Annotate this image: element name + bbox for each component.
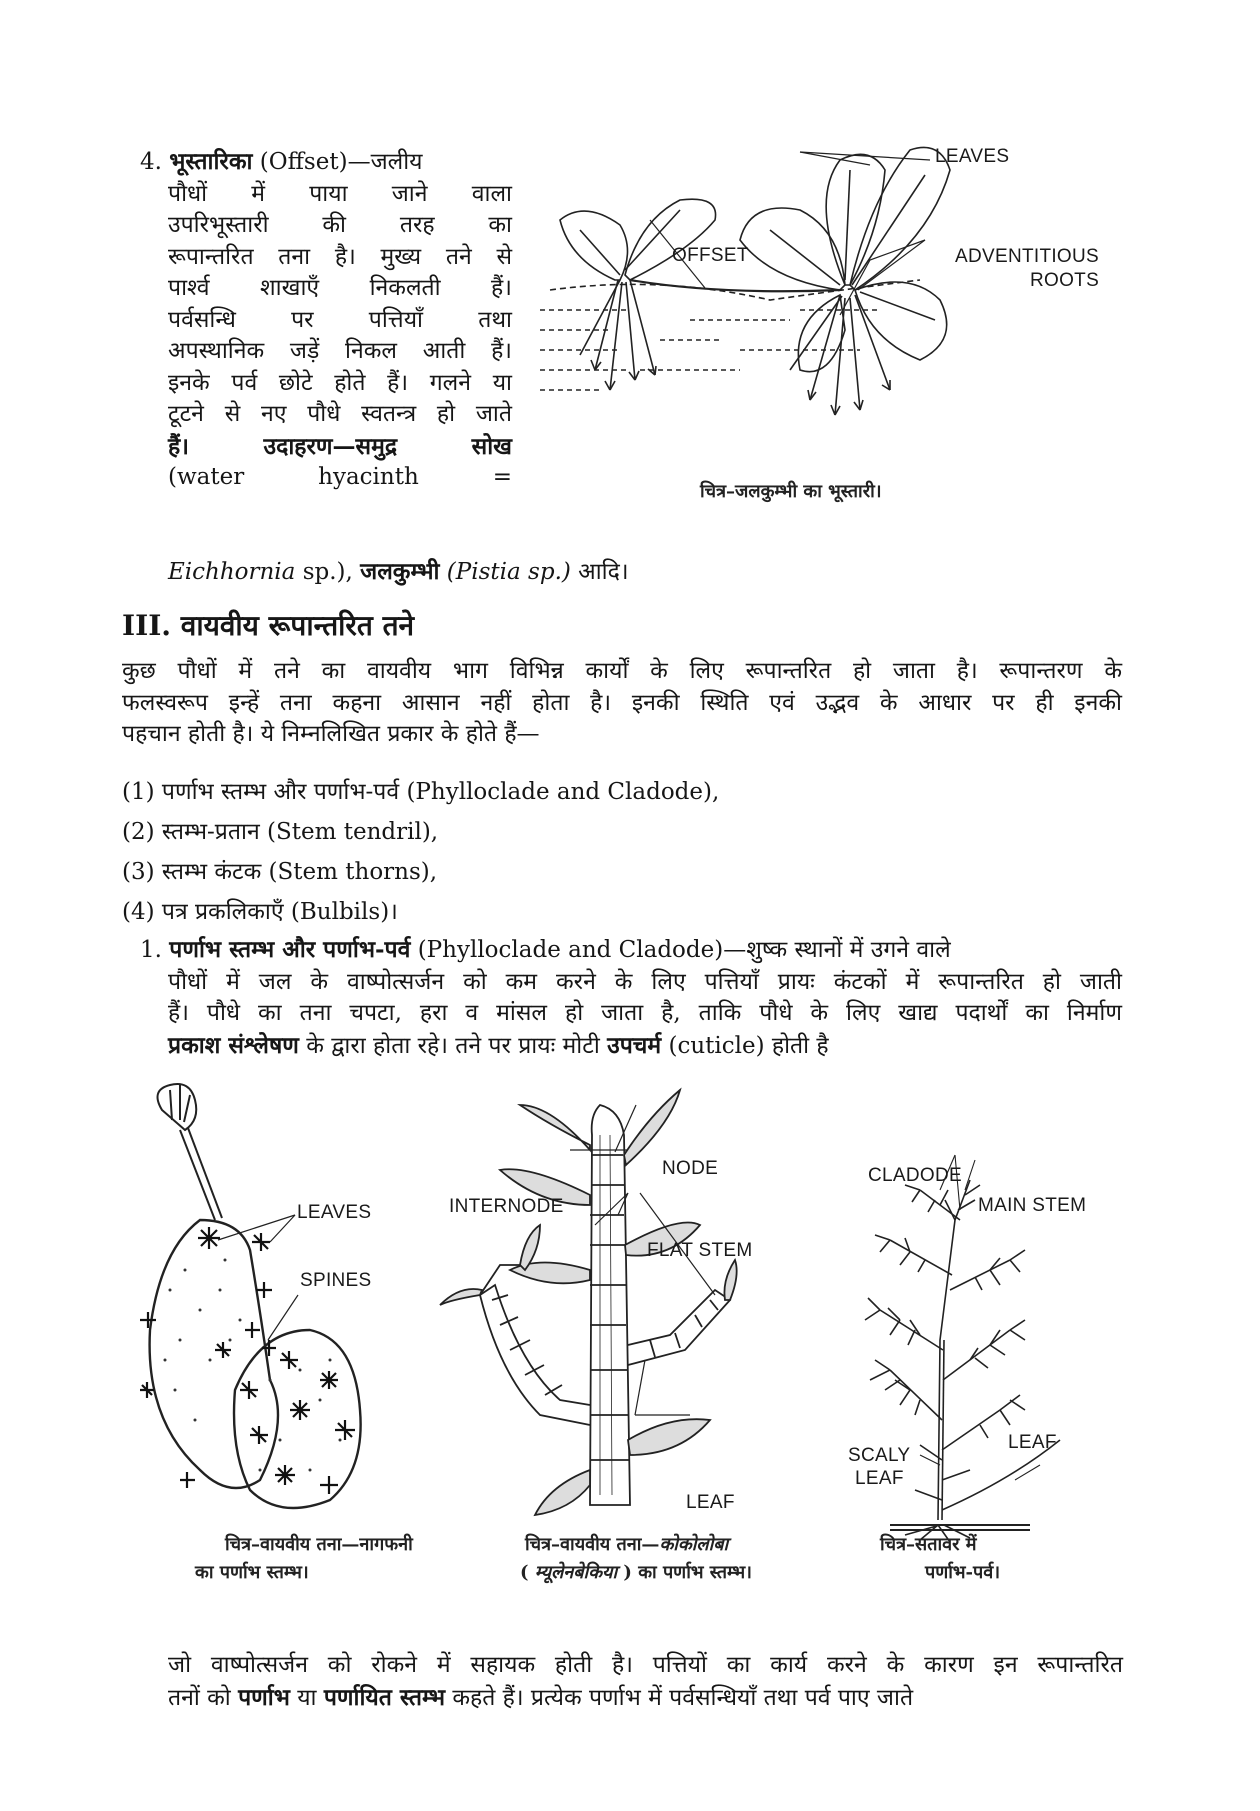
label-scaly-leaf: LEAF <box>855 1468 904 1489</box>
parnayit-stambh-term: पर्णायित स्तम्भ <box>323 1683 446 1711</box>
list-item: (4) पत्र प्रकलिकाएँ (Bulbils)। <box>122 899 398 925</box>
intro-line: कुछ पौधों में तने का वायवीय भाग विभिन्न कार्यों के लिए रूपान्तरित हो जाता है। रूपान्तरण के <box>122 658 1122 684</box>
list-item: (3) स्तम्भ कंटक (Stem thorns), <box>122 859 438 885</box>
label-adventitious: ADVENTITIOUS <box>955 246 1100 267</box>
label-spines: SPINES <box>300 1270 372 1291</box>
caption-muehlenbeckia-2 <box>520 1559 752 1587</box>
label-leaf-muehlenbeckia: LEAF <box>686 1492 735 1513</box>
offset-line: पार्श्व शाखाएँ निकलती हैं। <box>168 275 512 301</box>
parnabh-term: पर्णाभ <box>238 1683 290 1711</box>
text-fragment: sp.), <box>295 559 361 585</box>
text-fragment: (cuticle) होती है <box>661 1032 829 1059</box>
eichhornia-name: Eichhornia <box>168 559 296 585</box>
point-1-text: (Phylloclade and Cladode)—शुष्क स्थानों में उगने वाले <box>410 937 951 963</box>
point-1-first-line <box>140 934 1122 967</box>
list-item: (2) स्तम्भ-प्रतान (Stem tendril), <box>122 819 439 845</box>
offset-figure <box>540 140 1100 480</box>
photosynthesis-term: प्रकाश संश्लेषण <box>168 1031 299 1059</box>
caption-cactus-1: चित्र–वायवीय तना—नागफनी <box>225 1534 413 1555</box>
pistia-name: (Pistia sp.) <box>439 559 571 585</box>
label-scaly: SCALY <box>848 1445 911 1466</box>
offset-line: (water hyacinth = <box>168 464 512 490</box>
offset-term: भूस्तारिका <box>169 148 253 175</box>
label-node: NODE <box>662 1158 719 1179</box>
closing-line-2 <box>168 1682 1123 1715</box>
offset-line-text: —जलीय <box>347 149 423 175</box>
text-fragment: तनों को <box>168 1684 239 1711</box>
offset-paragraph <box>140 146 512 494</box>
label-cladode: CLADODE <box>868 1165 962 1186</box>
offset-term-en: (Offset) <box>259 149 348 175</box>
text-fragment: कहते हैं। प्रत्येक पर्णाभ में पर्वसन्धियाँ तथा पर्व पाए जाते <box>445 1684 914 1711</box>
jalkumbhi-term: जलकुम्भी <box>360 558 440 585</box>
offset-line: उपरिभूस्तारी की तरह का <box>168 212 512 238</box>
label-roots: ROOTS <box>1030 270 1100 291</box>
caption-cactus-2: का पर्णाभ स्तम्भ। <box>195 1562 309 1583</box>
point-1-line: पौधों में जल के वाष्पोत्सर्जन को कम करने के लिए पत्तियाँ प्रायः कंटकों में रूपान्तरित हो जाती <box>168 968 1122 995</box>
intro-line: फलस्वरूप इन्हें तना कहना आसान नहीं होता है। इनकी स्थिति एवं उद्भव के आधार पर ही इनकी <box>122 689 1122 716</box>
closing-line: जो वाष्पोत्सर्जन को रोकने में सहायक होती है। पत्तियों का कार्य करने के कारण इन रूपान्तरित <box>168 1652 1123 1678</box>
caption-fragment: ) का पर्णाभ स्तम्भ। <box>617 1562 752 1583</box>
caption-offset: चित्र–जलकुम्भी का भूस्तारी। <box>700 481 882 502</box>
cuticle-term: उपचर्म <box>607 1031 662 1059</box>
coccoloba-name: कोकोलोबा <box>659 1534 729 1555</box>
text-fragment: आदि। <box>570 559 629 585</box>
caption-asparagus-2: पर्णाभ-पर्व। <box>925 1562 1001 1583</box>
caption-fragment: चित्र–वायवीय तना— <box>525 1534 660 1555</box>
section-heading: III. वायवीय रूपान्तरित तने <box>122 609 415 642</box>
label-internode: INTERNODE <box>449 1196 564 1217</box>
offset-line-example: हैं। उदाहरण—समुद्र सोख <box>168 432 512 460</box>
offset-line: रूपान्तरित तना है। मुख्य तने से <box>168 243 512 270</box>
offset-line: पौधों में पाया जाने वाला <box>168 180 512 207</box>
offset-number: 4. <box>140 149 162 175</box>
offset-line: टूटने से नए पौधे स्वतन्त्र हो जाते <box>168 401 512 427</box>
intro-paragraph <box>122 656 1122 751</box>
caption-fragment: ( <box>520 1562 535 1583</box>
text-fragment: या <box>289 1684 324 1711</box>
point-1-paragraph <box>140 934 1122 1062</box>
offset-line: इनके पर्व छोटे होते हैं। गलने या <box>168 369 512 396</box>
point-1-last-line <box>168 1030 1122 1063</box>
cactus-figure <box>140 1090 380 1510</box>
point-1-line: हैं। पौधे का तना चपटा, हरा व मांसल हो जाता है, ताकि पौधे के लिए खाद्य पदार्थों का निर्माण <box>168 1000 1122 1026</box>
muehlenbeckia-name: म्यूलेनबेकिया <box>534 1562 618 1583</box>
point-number: 1. <box>140 937 162 963</box>
offset-last-line <box>168 556 629 589</box>
offset-line: पर्वसन्धि पर पत्तियाँ तथा <box>168 306 512 333</box>
offset-line: अपस्थानिक जड़ें निकल आती हैं। <box>168 338 512 364</box>
offset-line-1 <box>140 146 512 179</box>
label-offset: OFFSET <box>672 245 749 266</box>
caption-muehlenbeckia-1 <box>525 1531 728 1559</box>
asparagus-figure <box>860 1180 1090 1580</box>
muehlenbeckia-figure <box>440 1095 770 1515</box>
type-list <box>122 772 719 932</box>
label-leaves: LEAVES <box>935 146 1010 167</box>
text-fragment: के द्वारा होता रहे। तने पर प्रायः मोटी <box>298 1032 608 1059</box>
intro-line: पहचान होती है। ये निम्नलिखित प्रकार के होते हैं— <box>122 721 540 747</box>
list-item: (1) पर्णाभ स्तम्भ और पर्णाभ-पर्व (Phylloclade and Cladode), <box>122 779 720 805</box>
caption-asparagus-1: चित्र–सतावर में <box>880 1534 977 1555</box>
label-main-stem: MAIN STEM <box>978 1195 1087 1216</box>
label-leaf-asparagus: LEAF <box>1008 1432 1057 1453</box>
label-leaves-cactus: LEAVES <box>297 1202 372 1223</box>
closing-paragraph <box>168 1650 1123 1714</box>
point-1-term: पर्णाभ स्तम्भ और पर्णाभ-पर्व <box>169 936 411 963</box>
label-flat-stem: FLAT STEM <box>647 1240 753 1261</box>
